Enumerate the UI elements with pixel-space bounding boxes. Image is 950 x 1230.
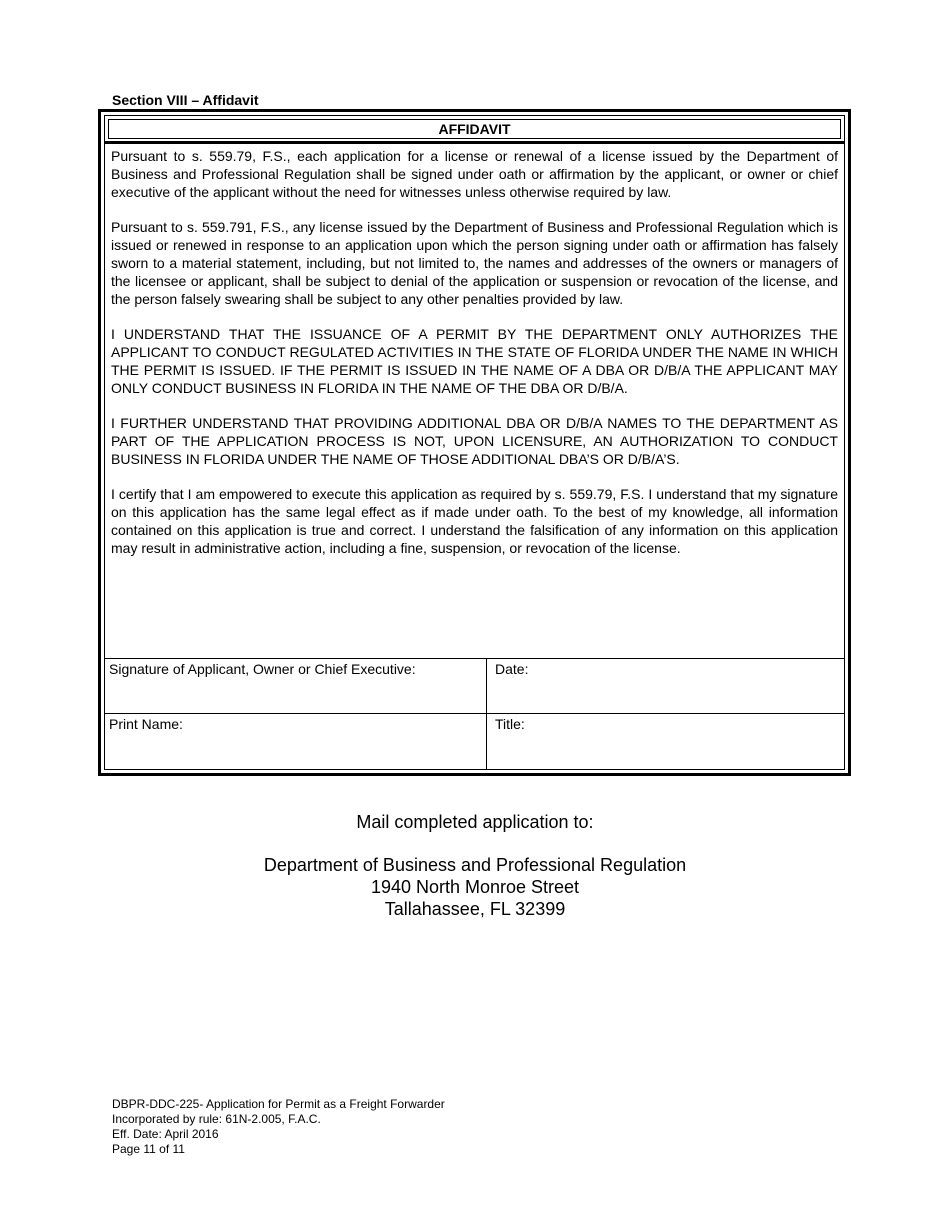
affidavit-box: [98, 109, 851, 776]
signature-table: [105, 658, 844, 769]
affidavit-paragraph-2: Pursuant to s. 559.791, F.S., any license issued by the Department of Business and Professional Regulation which is issued or renewed in response to an application upon which the person signing under oath or affirmation has falsely sworn to a material statement, including, but not limited to, the names and addresses of the owners or managers of the licensee or applicant, shall be subject to denial of the application or suspension or revocation of the license, and the person falsely swearing shall be subject to any other penalties provided by law.: [111, 219, 838, 307]
signature-row: [105, 659, 844, 713]
mailing-line-2: 1940 North Monroe Street: [370, 877, 580, 897]
affidavit-paragraph-1: Pursuant to s. 559.79, F.S., each application for a license or renewal of a license issued by the Department of Business and Professional Regulation shall be signed under oath or affirmation by the applicant, or owner or chief executive of the applicant without the need for witnesses unless otherwise required by law.: [111, 148, 838, 200]
mailing-heading: Mail completed application to:: [356, 812, 594, 832]
mailing-line-1: Department of Business and Professional Regulation: [263, 855, 687, 875]
affidavit-paragraph-4: I FURTHER UNDERSTAND THAT PROVIDING ADDITIONAL DBA OR D/B/A NAMES TO THE DEPARTMENT AS PART OF THE APPLICATION PROCESS IS NOT, UPON LICENSURE, AN AUTHORIZATION TO CONDUCT BUSINESS IN FLORIDA UNDER THE NAME OF THOSE ADDITIONAL DBA’S OR D/B/A’S.: [111, 415, 838, 467]
mailing-line-3: Tallahassee, FL 32399: [384, 899, 566, 919]
affidavit-header-wrap: [105, 116, 844, 144]
title-field[interactable]: Title:: [495, 716, 525, 732]
affidavit-text: [105, 144, 844, 557]
affidavit-paragraph-3: I UNDERSTAND THAT THE ISSUANCE OF A PERMIT BY THE DEPARTMENT ONLY AUTHORIZES THE APPLICANT TO CONDUCT REGULATED ACTIVITIES IN THE STATE OF FLORIDA UNDER THE NAME IN WHICH THE PERMIT IS ISSUED. IF THE PERMIT IS ISSUED IN THE NAME OF A DBA OR D/B/A THE APPLICANT MAY ONLY CONDUCT BUSINESS IN FLORIDA IN THE NAME OF THE DBA OR D/B/A.: [111, 326, 838, 396]
signature-field[interactable]: Signature of Applicant, Owner or Chief Executive:: [105, 659, 487, 713]
affidavit-inner: [104, 115, 845, 770]
name-row: [105, 713, 844, 769]
footer-rule: Incorporated by rule: 61N-2.005, F.A.C.: [112, 1112, 321, 1126]
footer-form-id: DBPR-DDC-225- Application for Permit as a Freight Forwarder: [112, 1097, 445, 1111]
affidavit-header: AFFIDAVIT: [105, 116, 844, 142]
affidavit-paragraph-5: I certify that I am empowered to execute this application as required by s. 559.79, F.S. I understand that my signature on this application has the same legal effect as if made under oath. To the best of my knowledge, all information contained on this application is true and correct. I understand the falsification of any information on this application may result in administrative action, including a fine, suspension, or revocation of the license.: [111, 486, 838, 556]
date-field[interactable]: Date:: [495, 661, 529, 677]
footer-eff-date: Eff. Date: April 2016: [112, 1127, 219, 1141]
section-title: Section VIII – Affidavit: [112, 92, 259, 108]
print-name-field[interactable]: Print Name:: [105, 714, 487, 769]
form-footer: [112, 1097, 445, 1157]
footer-page-number: Page 11 of 11: [112, 1142, 185, 1156]
